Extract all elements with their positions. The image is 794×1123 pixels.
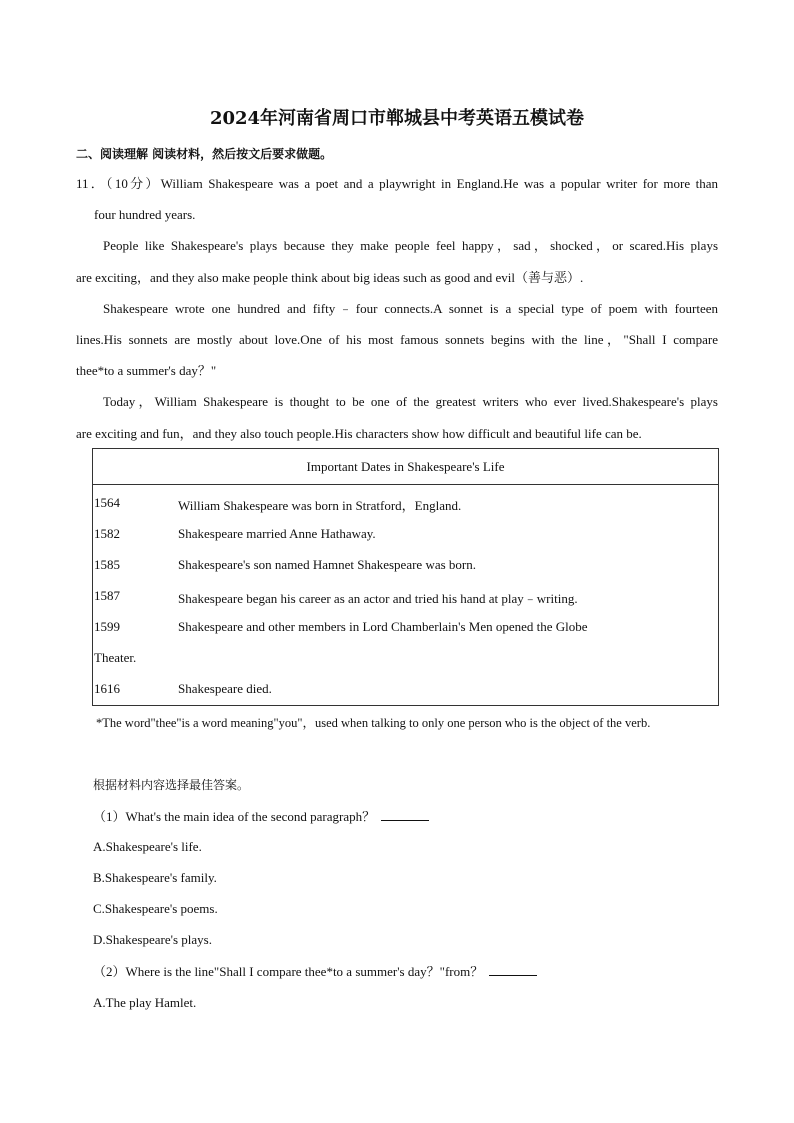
passage-p3-line2: lines.His sonnets are mostly about love.One of his most famous sonnets begins with the line，"Shall I compare [76, 332, 718, 347]
passage-p2-line2: are exciting，and they also make people think about big ideas such as good and evil（善与恶）. [76, 270, 584, 285]
passage-p1-line2: four hundred years. [94, 207, 196, 222]
passage-p2-line1: People like Shakespeare's plays because they make people feel happy，sad，shocked，or scared.His plays [103, 238, 718, 253]
passage-p3-line3: thee*to a summer's day？" [76, 363, 217, 378]
q1-option-b: B.Shakespeare's family. [93, 870, 217, 885]
row-event: Shakespeare's son named Hamnet Shakespeare was born. [178, 557, 476, 572]
passage-p1-line1: 11．（10分）William Shakespeare was a poet and a playwright in England.He was a popular writer for more than [76, 176, 718, 191]
table-header: Important Dates in Shakespeare's Life [93, 449, 718, 485]
q1-option-d: D.Shakespeare's plays. [93, 932, 212, 947]
row-event: Shakespeare began his career as an actor and tried his hand at play﹣writing. [178, 591, 578, 606]
section-heading: 二、阅读理解 阅读材料，然后按文后要求做题。 [76, 147, 333, 161]
question-1 [93, 808, 429, 825]
q2-option-a: A.The play Hamlet. [93, 995, 197, 1010]
row-year: 1616 [94, 681, 120, 696]
answer-blank[interactable] [381, 808, 429, 821]
row-event-continuation: Theater. [94, 650, 137, 665]
row-event: Shakespeare died. [178, 681, 272, 696]
row-year: 1585 [94, 557, 120, 572]
question-1-text: （1）What's the main idea of the second paragraph？ [93, 809, 376, 824]
row-year: 1599 [94, 619, 120, 634]
question-2-text: （2）Where is the line"Shall I compare thee*to a summer's day？"from？ [93, 964, 484, 979]
row-event: Shakespeare married Anne Hathaway. [178, 526, 376, 541]
row-event: William Shakespeare was born in Stratford，England. [178, 498, 462, 513]
instruction: 根据材料内容选择最佳答案。 [93, 778, 250, 792]
row-event: Shakespeare and other members in Lord Chamberlain's Men opened the Globe [178, 619, 588, 634]
question-2 [93, 963, 537, 980]
q1-option-a: A.Shakespeare's life. [93, 839, 202, 854]
answer-blank[interactable] [489, 963, 537, 976]
row-year: 1587 [94, 588, 120, 603]
row-year: 1582 [94, 526, 120, 541]
footnote: *The word"thee"is a word meaning"you"，used when talking to only one person who is the object of the verb. [96, 716, 651, 730]
passage-p4-line1: Today，William Shakespeare is thought to be one of the greatest writers who ever lived.Shakespeare's plays [103, 394, 718, 409]
dates-table [92, 448, 719, 706]
q1-option-c: C.Shakespeare's poems. [93, 901, 218, 916]
row-year: 1564 [94, 495, 120, 510]
passage-p4-line2: are exciting and fun，and they also touch people.His characters show how difficult and beautiful life can be. [76, 426, 642, 441]
document-title: 2024年河南省周口市郸城县中考英语五模试卷 [209, 108, 585, 129]
passage-p3-line1: Shakespeare wrote one hundred and fifty﹣four connects.A sonnet is a special type of poem with fourteen [103, 301, 718, 316]
